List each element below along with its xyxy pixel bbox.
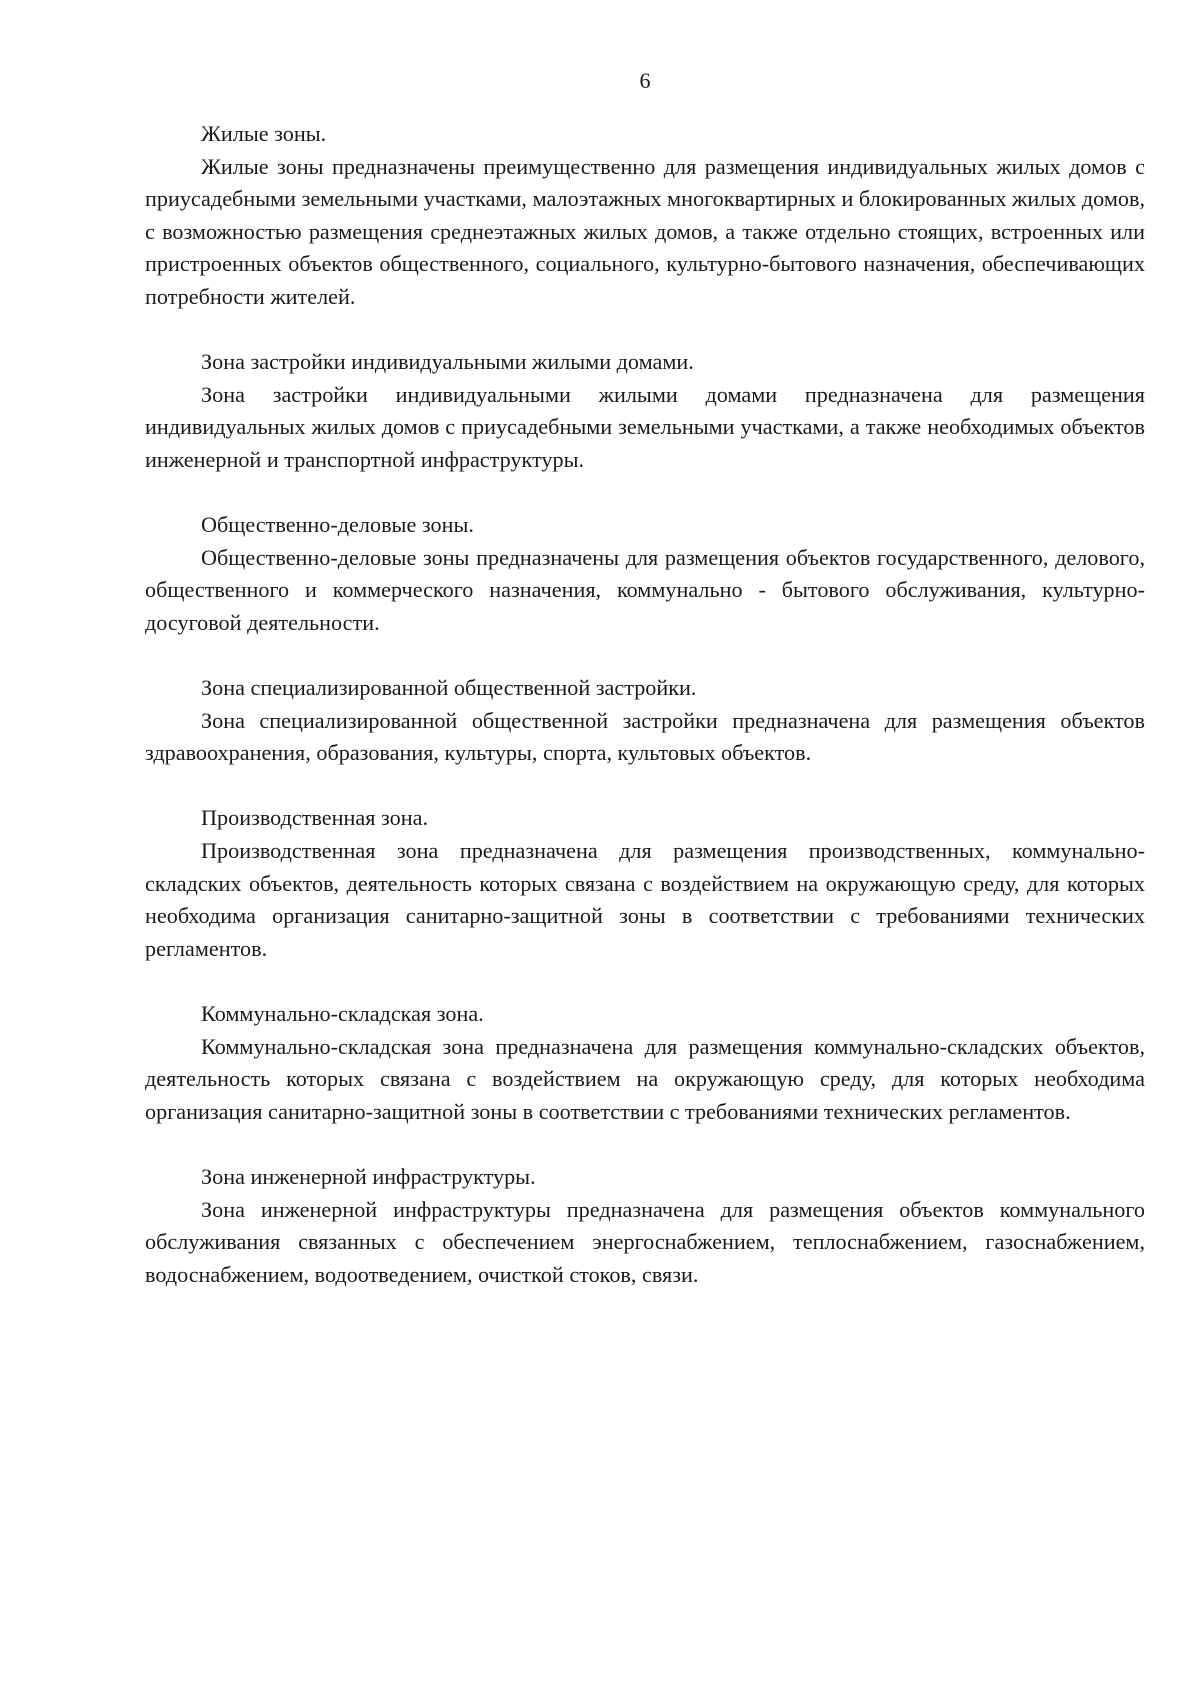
section-body: Жилые зоны предназначены преимущественно для размещения индивидуальных жилых домов с приусадебными земельными участками, малоэтажных многоквартирных и блокированных жилых домов, с возможностью размещения среднеэтажных жилых домов, а также отдельно стоящих, встроенных или пристроенных объектов общественного, социального, культурно-бытового назначения, обеспечивающих потребности жителей. [145, 153, 1145, 309]
section-industrial-zone [145, 802, 1145, 965]
section-body: Коммунально-складская зона предназначена для размещения коммунально-складских объектов, деятельность которых связана с воздействием на окружающую среду, для которых необходима организация санитарно-защитной зоны в соответствии с требованиями технических регламентов. [145, 1033, 1145, 1124]
document-content [145, 118, 1145, 1324]
section-title: Коммунально-складская зона. [201, 1001, 484, 1027]
section-body: Зона специализированной общественной застройки предназначена для размещения объектов здравоохранения, образования, культуры, спорта, культовых объектов. [145, 707, 1145, 766]
section-residential-zones [145, 118, 1145, 314]
section-title: Зона специализированной общественной застройки. [201, 675, 697, 701]
section-engineering-infrastructure-zone [145, 1161, 1145, 1291]
section-public-business-zones [145, 509, 1145, 639]
section-utility-warehouse-zone [145, 998, 1145, 1128]
section-title: Производственная зона. [201, 805, 428, 831]
page-number: 6 [639, 68, 651, 93]
section-title: Зона застройки индивидуальными жилыми домами. [201, 349, 694, 375]
section-body: Зона застройки индивидуальными жилыми домами предназначена для размещения индивидуальных жилых домов с приусадебными земельными участками, а также необходимых объектов инженерной и транспортной инфраструктуры. [145, 381, 1145, 472]
section-title: Жилые зоны. [201, 121, 327, 146]
section-specialized-public-zone [145, 672, 1145, 770]
section-title: Общественно-деловые зоны. [201, 512, 474, 538]
section-body: Зона инженерной инфраструктуры предназначена для размещения объектов коммунального обслуживания связанных с обеспечением энергоснабжением, теплоснабжением, газоснабжением, водоснабжением, водоотведением, очисткой стоков, связи. [145, 1196, 1145, 1287]
section-individual-housing-zone [145, 346, 1145, 476]
section-title: Зона инженерной инфраструктуры. [201, 1164, 536, 1189]
section-body: Общественно-деловые зоны предназначены для размещения объектов государственного, делового, общественного и коммерческого назначения, коммунально - бытового обслуживания, культурно-досуговой деятельности. [145, 544, 1145, 635]
section-body: Производственная зона предназначена для размещения производственных, коммунально-складских объектов, деятельность которых связана с воздействием на окружающую среду, для которых необходима организация санитарно-защитной зоны в соответствии с требованиями технических регламентов. [145, 838, 1145, 961]
